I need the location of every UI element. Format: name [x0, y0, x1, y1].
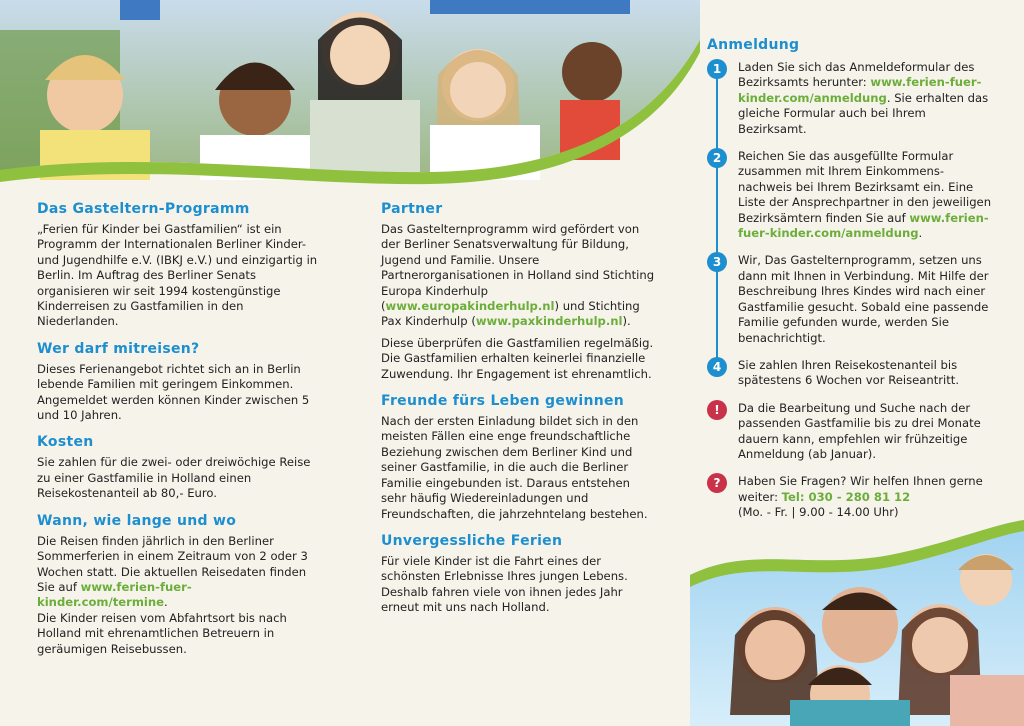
section-title: Anmeldung — [707, 37, 800, 53]
section-text: Nach der ersten Einladung bildet sich in den meisten Fällen eine enge freundschaftliche Beziehung zwischen dem Berliner Kind und seiner Gastfamilie, in die auch die Berliner Familie eingebunden ist. Daraus entstehen sehr häufig Wiedereinladungen und Freundschaften, die jahrzehntelang bestehen. — [381, 414, 648, 521]
section-text — [381, 222, 656, 330]
termine-link[interactable]: www.ferien-fuer-kinder.com/termine — [37, 579, 192, 610]
family-photo — [690, 515, 1024, 726]
step-number-badge: 4 — [707, 357, 727, 377]
note-text: Da die Bearbeitung und Suche nach der passenden Gastfamilie bis zu drei Monate dauern kann, empfehlen wir frühzeitige Anmeldung (ab Januar). — [738, 400, 981, 461]
step-item — [707, 253, 992, 345]
contact-note — [707, 474, 992, 520]
text-part: ). — [622, 314, 631, 329]
text-part: ( — [471, 314, 476, 329]
warning-note — [707, 401, 992, 463]
anmeldung-link[interactable]: www.ferien-fuer-kinder.com/anmeldung — [738, 75, 982, 105]
column-right — [707, 36, 992, 533]
text-part: Die Kinder reisen vom Abfahrtsort bis nach Holland mit ehrenamtlichen Betreuern in geräumigen Reisebussen. — [37, 610, 287, 656]
section-title: Das Gasteltern-Programm — [37, 201, 250, 217]
step-number-badge: 2 — [707, 148, 727, 168]
paxkinderhulp-link[interactable]: www.paxkinderhulp.nl — [475, 314, 623, 329]
step-text: . Sie erhalten das gleiche Formular auch bei Ihrem Bezirksamt. — [738, 90, 989, 136]
column-left — [37, 200, 322, 663]
registration-steps — [707, 60, 992, 521]
section-title: Freunde fürs Leben gewinnen — [381, 393, 625, 410]
section-title: Wann, wie lange und wo — [37, 512, 237, 529]
text-part: Das Gastelternprogramm wird gefördert von der Berliner Senatsverwaltung für Bildung, Jugend und Familie. Unsere Partnerorganisationen in Holland sind Stichting Europa Kinderhulp — [381, 222, 655, 298]
step-text: Sie zahlen Ihren Reisekostenanteil bis spätestens 6 Wochen vor Reiseantritt. — [738, 357, 960, 388]
exclamation-icon: ! — [707, 400, 727, 420]
step-number-badge: 3 — [707, 252, 727, 272]
europakinderhulp-link[interactable]: www.europakinderhulp.nl — [385, 299, 555, 314]
text-part: ( — [381, 299, 386, 314]
text-part: . — [164, 595, 168, 610]
column-middle — [381, 200, 656, 622]
section-title: Kosten — [37, 434, 94, 451]
section-title: Wer darf mitreisen? — [37, 340, 200, 357]
section-text: Sie zahlen für die zwei- oder dreiwöchige Reise zu einer Gastfamilie in Holland einen Reisekostenanteil ab 80,- Euro. — [37, 455, 311, 501]
section-text: Dieses Ferienangebot richtet sich an in Berlin lebende Familien mit geringem Einkommen. Angemeldet werden können Kinder zwischen 5 und 10 Jahren. — [37, 361, 310, 423]
step-item — [707, 149, 992, 241]
section-text: Diese überprüfen die Gastfamilien regelmäßig. Die Gastfamilien erhalten keinerlei finanzielle Zuwendung. Ihr Engagement ist ehrenamtlich. — [381, 335, 654, 381]
section-title: Partner — [381, 201, 443, 217]
step-item — [707, 60, 992, 137]
phone-link[interactable]: Tel: 030 - 280 81 12 — [781, 489, 911, 504]
step-text: Reichen Sie das ausgefüllte Formular zusammen mit Ihrem Einkommens-nachweis bei Ihrem Bezirksamt ein. Eine Liste der Ansprechpartner in den jeweiligen Bezirksämtern finden Sie auf — [738, 149, 992, 225]
section-text — [37, 534, 322, 657]
step-connector-line — [716, 72, 718, 372]
note-text: Haben Sie Fragen? Wir helfen Ihnen gerne weiter: — [738, 474, 983, 504]
text-part: ) und Stichting Pax Kinderhulp — [381, 299, 640, 329]
office-hours: (Mo. - Fr. | 9.00 - 14.00 Uhr) — [738, 505, 899, 520]
section-text: Für viele Kinder ist die Fahrt eines der schönsten Erlebnisse Ihres jungen Lebens. Deshalb fahren viele von ihnen jedes Jahr erneut mit uns nach Holland. — [381, 553, 628, 615]
children-photo — [0, 0, 700, 185]
step-text: Wir, Das Gastelternprogramm, setzen uns dann mit Ihnen in Verbindung. Mit Hilfe der Beschreibung Ihres Kindes wird nach einer Gastfamilie gesucht. Sobald eine passende Familie gefunden wurde, werden Sie benachrichtigt. — [738, 253, 989, 345]
text-part: Die Reisen finden jährlich in den Berliner Sommerferien in einem Zeitraum von 2 oder 3 Wochen statt. Die aktuellen Reisedaten finden Sie auf — [37, 533, 308, 594]
step-number-badge: 1 — [707, 59, 727, 79]
step-item — [707, 358, 992, 389]
step-text: Laden Sie sich das Anmeldeformular des Bezirksamts herunter: — [738, 60, 975, 90]
section-text: „Ferien für Kinder bei Gastfamilien“ ist ein Programm der Internationalen Berliner Kinder-und Jugendhilfe e.V. (IBKJ e.V.) und einzigartig in Berlin. Im Auftrag des Berliner Senats organisieren wir seit 1994 kostengünstige Kinderreisen zu Gastfamilien in den Niederlanden. — [37, 222, 318, 329]
section-title: Unvergessliche Ferien — [381, 532, 563, 549]
anmeldung-link[interactable]: www.ferien-fuer-kinder.com/anmeldung — [738, 210, 989, 241]
step-text: . — [918, 226, 923, 241]
question-icon: ? — [707, 473, 727, 493]
